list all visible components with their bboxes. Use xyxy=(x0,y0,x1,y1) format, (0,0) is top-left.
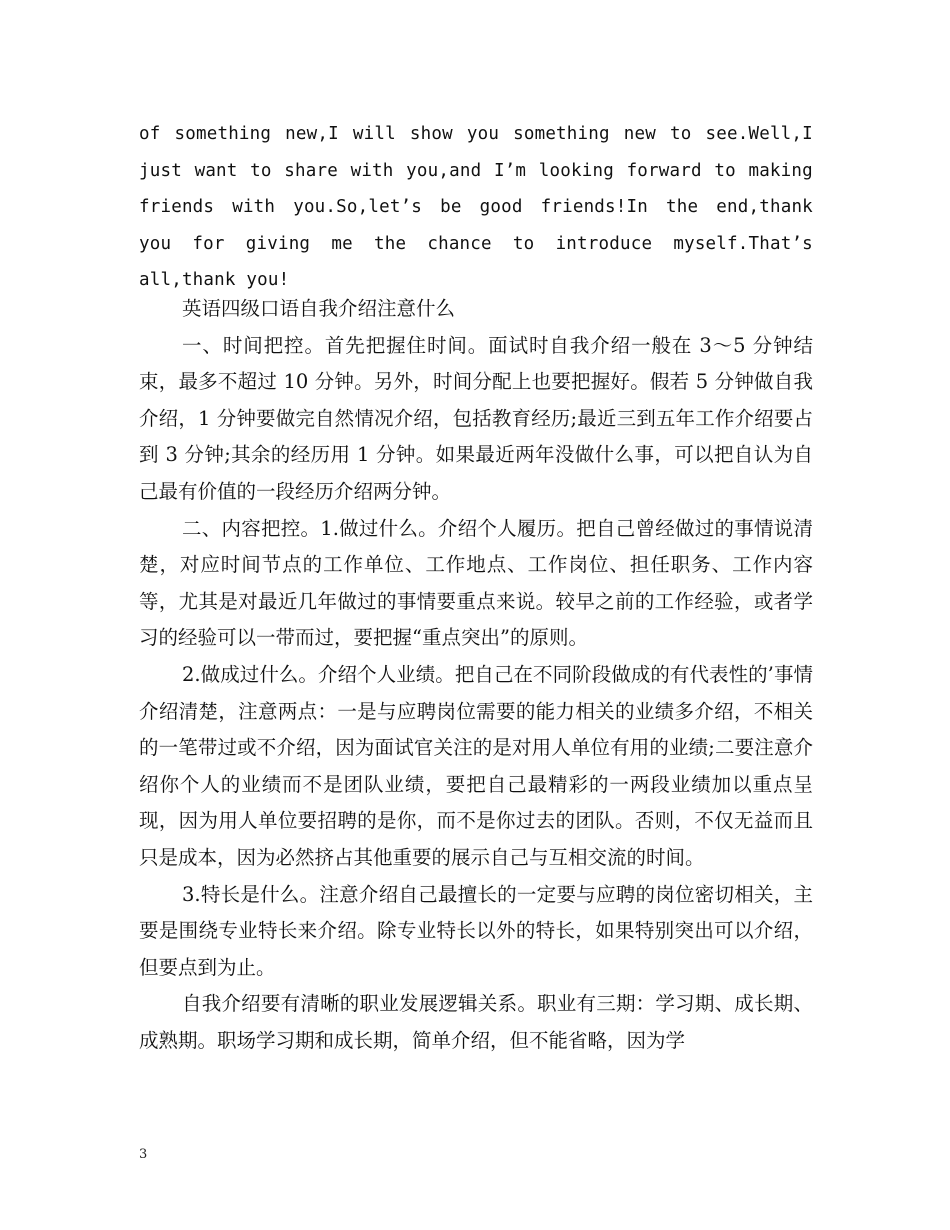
english-word: show xyxy=(409,124,453,144)
english-word: to xyxy=(670,124,692,144)
english-word: the xyxy=(373,233,407,254)
english-line xyxy=(139,153,813,190)
chinese-body xyxy=(139,291,813,1059)
english-word: the xyxy=(666,197,699,217)
english-word: you xyxy=(466,124,500,144)
english-paragraph xyxy=(139,116,813,299)
paragraph-content-control: 二、内容把控。1.做过什么。介绍个人履历。把自己曾经做过的事情说清楚，对应时间节点的工作单位、工作地点、工作岗位、担任职务、工作内容等，尤其是对最近几年做过的事情要重点来说。较早之前的工作经验，或者学习的经验可以一带而过，要把握“重点突出”的原则。 xyxy=(139,516,813,650)
english-word: looking xyxy=(538,160,614,181)
english-line xyxy=(139,226,813,263)
english-word: making xyxy=(748,160,813,181)
english-word: giving xyxy=(245,233,311,254)
english-word: friends xyxy=(139,197,215,217)
english-word: just xyxy=(139,160,182,181)
english-word: be xyxy=(440,197,462,217)
english-word: will xyxy=(352,124,396,144)
english-line xyxy=(139,116,813,153)
english-word: you,and xyxy=(406,160,482,181)
english-word: you xyxy=(139,233,172,254)
english-word: for xyxy=(192,233,225,254)
english-word: you.So,let’s xyxy=(293,197,423,217)
english-word: new xyxy=(623,124,656,144)
paragraph-achievements: 2.做成过什么。介绍个人业绩。把自己在不同阶段做成的有代表性的’事情介绍清楚，注意两点：一是与应聘岗位需要的能力相关的业绩多介绍，不相关的一笔带过或不介绍，因为面试官关注的是对用人单位有用的业绩;二要注意介绍你个人的业绩而不是团队业绩，要把自己最精彩的一两段业绩加以重点呈现，因为用人单位要招聘的是你，而不是你过去的团队。否则，不仅无益而且只是成本，因为必然挤占其他重要的展示自己与互相交流的时间。 xyxy=(139,662,813,869)
english-word: friends!In xyxy=(540,197,648,217)
paragraph-career-logic: 自我介绍要有清晰的职业发展逻辑关系。职业有三期：学习期、成长期、成熟期。职场学习期和成长期，简单介绍，但不能省略，因为学 xyxy=(139,992,813,1052)
english-word: something xyxy=(513,124,610,144)
english-word: to xyxy=(250,160,272,181)
english-word: see.Well,I xyxy=(705,124,813,144)
english-word: chance xyxy=(427,233,492,254)
english-word: with xyxy=(350,160,394,181)
english-word: new,I xyxy=(285,124,339,144)
paragraph-time-control: 一、时间把控。首先把握住时间。面试时自我介绍一般在 3～5 分钟结束，最多不超过 10 分钟。另外，时间分配上也要把握好。假若 5 分钟做自我介绍，1 分钟要做完自然情况介绍，包括教育经历;最近三到五年工作介绍要占到 3 分钟;其余的经历用 1 分钟。如果最近两年没做什么事，可以把自认为自己最有价值的一段经历介绍两分钟。 xyxy=(139,333,813,503)
english-word: forward xyxy=(626,160,702,181)
english-line xyxy=(139,189,813,226)
english-word: myself.That’s xyxy=(673,233,813,254)
section-heading: 英语四级口语自我介绍注意什么 xyxy=(182,297,456,320)
english-word: with xyxy=(232,197,276,217)
english-word: something xyxy=(174,124,272,144)
english-word: good xyxy=(479,197,523,217)
paragraph-specialty: 3.特长是什么。注意介绍自己最擅长的一定要与应聘的岗位密切相关，主要是围绕专业特长来介绍。除专业特长以外的特长，如果特别突出可以介绍，但要点到为止。 xyxy=(139,882,813,979)
english-word: I’m xyxy=(493,160,527,181)
english-word: end,thank xyxy=(716,197,813,217)
english-word: introduce xyxy=(555,233,653,254)
english-word: share xyxy=(284,160,338,181)
english-word: want xyxy=(194,160,238,181)
english-word: me xyxy=(331,233,353,254)
english-word: to xyxy=(714,160,736,181)
english-line: all,thank you! xyxy=(139,270,290,290)
english-word: of xyxy=(139,124,161,144)
english-word: to xyxy=(512,233,535,254)
page-number: 3 xyxy=(139,1147,148,1162)
